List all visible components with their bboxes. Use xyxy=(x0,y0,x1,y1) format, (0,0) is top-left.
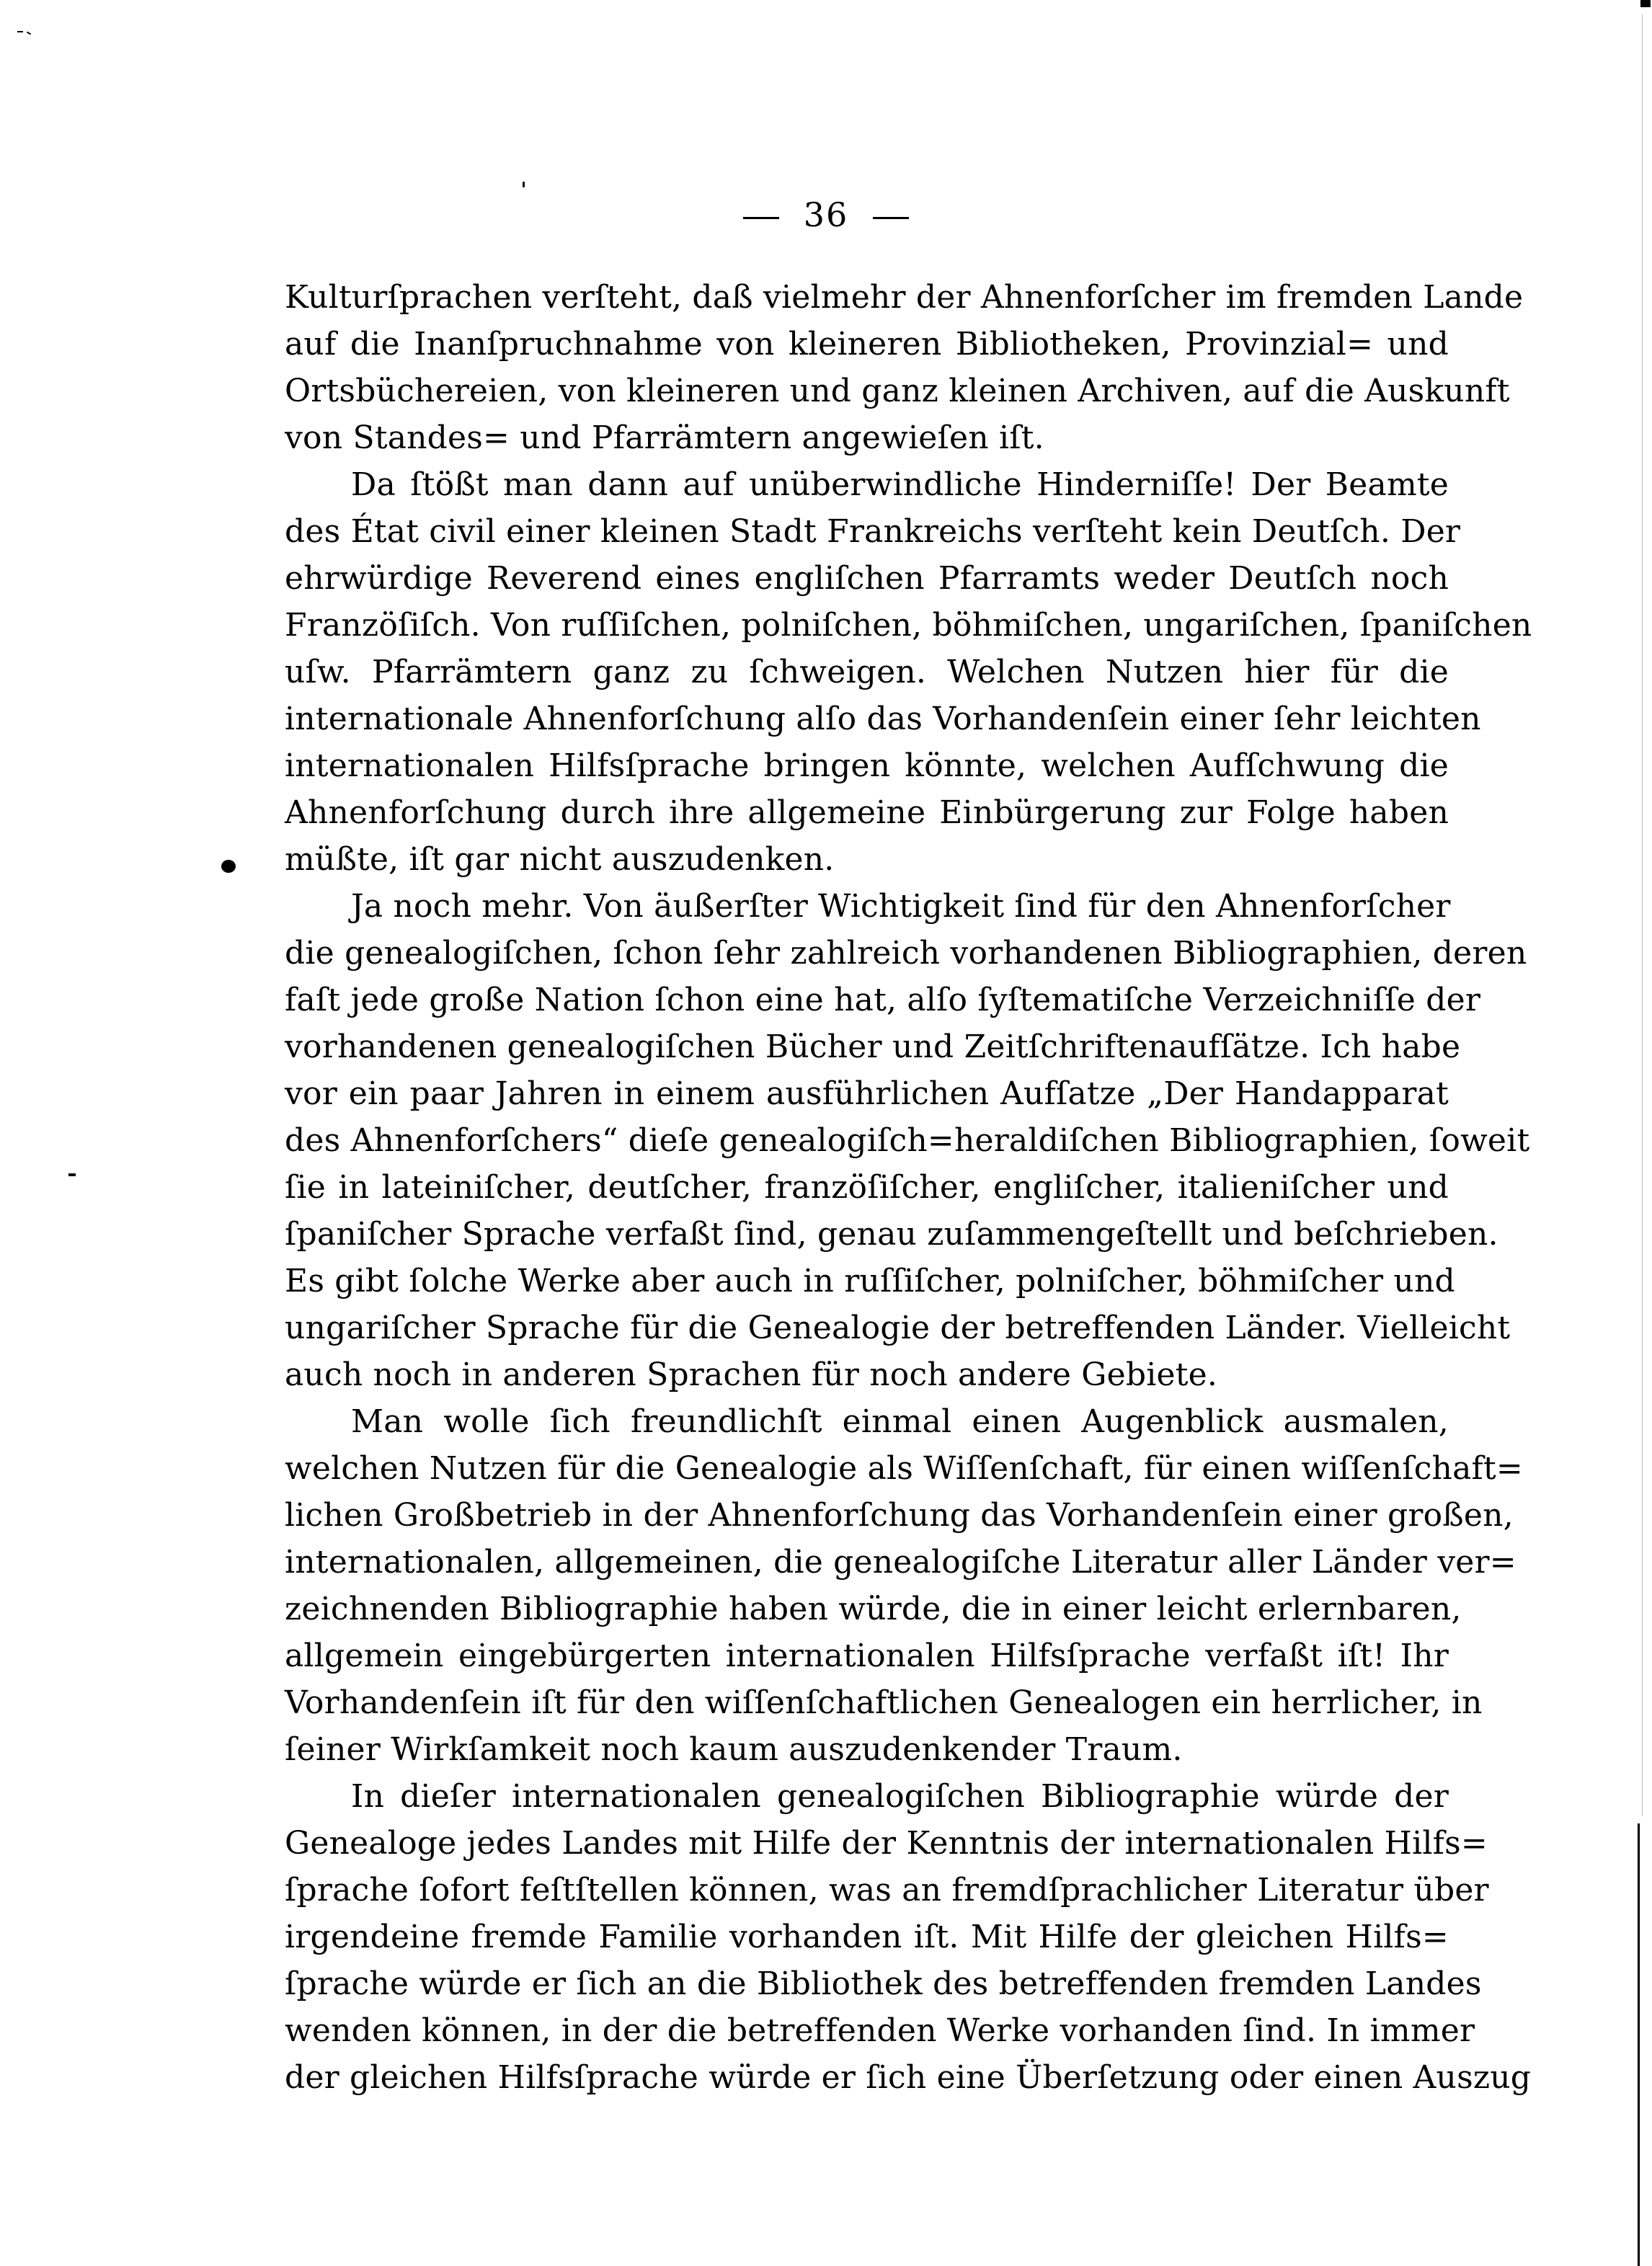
text-line: des Ahnenforſchers“ dieſe genealogiſch=heraldiſchen Bibliographien, ſoweit xyxy=(285,1122,1530,1159)
text-line: ſprache würde er ſich an die Bibliothek des betreffenden fremden Landes xyxy=(285,1965,1482,2002)
page-number-dash-left xyxy=(743,217,779,219)
text-line: Da ſtößt man dann auf unüberwindliche Hinderniſſe! Der Beamte xyxy=(351,466,1449,503)
text-line: In dieſer internationalen genealogiſchen Bibliographie würde der xyxy=(351,1778,1449,1815)
paragraph xyxy=(285,461,1532,883)
text-line: Ahnenforſchung durch ihre allgemeine Einbürgerung zur Folge haben xyxy=(285,794,1449,831)
scan-speck-header xyxy=(523,182,525,187)
text-line: lichen Großbetrieb in der Ahnenforſchung das Vorhandenſein einer großen, xyxy=(285,1497,1514,1534)
text-line: ſeiner Wirkſamkeit noch kaum auszudenkender Traum. xyxy=(285,1731,1183,1768)
text-line: uſw. Pfarrämtern ganz zu ſchweigen. Welchen Nutzen hier für die xyxy=(285,654,1449,690)
text-line: Ja noch mehr. Von äußerſter Wichtigkeit ſind für den Ahnenforſcher xyxy=(351,888,1451,925)
text-line: internationalen Hilfsſprache bringen könnte, welchen Aufſchwung die xyxy=(285,747,1449,784)
page-number: 36 xyxy=(803,195,849,234)
text-line: Kulturſprachen verſteht, daß vielmehr der Ahnenforſcher im fremden Lande xyxy=(285,279,1524,316)
text-line: Franzöſiſch. Von ruſſiſchen, polniſchen, böhmiſchen, ungariſchen, ſpaniſchen xyxy=(285,607,1532,644)
text-line: Genealoge jedes Landes mit Hilfe der Kenntnis der internationalen Hilfs= xyxy=(285,1825,1488,1862)
text-line: die genealogiſchen, ſchon ſehr zahlreich vorhandenen Bibliographien, deren xyxy=(285,935,1527,972)
text-line: auch noch in anderen Sprachen für noch andere Gebiete. xyxy=(285,1356,1218,1393)
text-line: welchen Nutzen für die Genealogie als Wiſſenſchaft, für einen wiſſenſchaft= xyxy=(285,1450,1523,1487)
text-line: Ortsbüchereien, von kleineren und ganz kleinen Archiven, auf die Auskunft xyxy=(285,373,1510,409)
text-line: vorhandenen genealogiſchen Bücher und Zeitſchriftenaufſätze. Ich habe xyxy=(285,1028,1461,1065)
text-line: ſprache ſofort feſtſtellen können, was an fremdſprachlicher Literatur über xyxy=(285,1872,1489,1909)
text-line: internationale Ahnenforſchung alſo das Vorhandenſein einer ſehr leichten xyxy=(285,701,1481,737)
page-number-dash-right xyxy=(873,217,909,219)
text-line: allgemein eingebürgerten internationalen Hilfsſprache verfaßt iſt! Ihr xyxy=(285,1638,1449,1674)
text-line: ungariſcher Sprache für die Genealogie der betreffenden Länder. Vielleicht xyxy=(285,1310,1511,1346)
scan-border-right xyxy=(1638,1823,1640,2266)
text-line: auf die Inanſpruchnahme von kleineren Bibliotheken, Provinzial= und xyxy=(285,326,1449,363)
scan-mark-top-left-2 xyxy=(27,32,31,35)
text-line: Es gibt ſolche Werke aber auch in ruſſiſcher, polniſcher, böhmiſcher und xyxy=(285,1263,1455,1299)
scan-border-right-top xyxy=(1640,0,1651,7)
text-line: internationalen, allgemeinen, die genealogiſche Literatur aller Länder ver= xyxy=(285,1544,1516,1581)
text-line: vor ein paar Jahren in einem ausführlichen Aufſatze „Der Handapparat xyxy=(285,1075,1449,1112)
paragraph xyxy=(285,1398,1523,1773)
text-line: ehrwürdige Reverend eines engliſchen Pfarramts weder Deutſch noch xyxy=(285,560,1449,597)
text-line: irgendeine fremde Familie vorhanden iſt. Mit Hilfe der gleichen Hilfs= xyxy=(285,1919,1449,1955)
text-line: wenden können, in der die betreffenden Werke vorhanden ſind. In immer xyxy=(285,2012,1475,2049)
paragraph xyxy=(285,274,1524,461)
scan-dot-margin xyxy=(221,860,236,873)
body-text xyxy=(285,274,1532,2101)
text-line: der gleichen Hilfsſprache würde er ſich eine Überſetzung oder einen Auszug xyxy=(285,2059,1532,2096)
text-line: des État civil einer kleinen Stadt Frankreichs verſteht kein Deutſch. Der xyxy=(285,513,1461,550)
scan-mark-margin xyxy=(68,1173,76,1176)
paragraph xyxy=(285,1773,1532,2101)
text-line: ſie in lateiniſcher, deutſcher, franzöſiſcher, engliſcher, italieniſcher und xyxy=(285,1169,1449,1206)
scan-mark-top-left xyxy=(17,31,23,32)
text-line: Vorhandenſein iſt für den wiſſenſchaftlichen Genealogen ein herrlicher, in xyxy=(285,1684,1483,1721)
page-number-header xyxy=(0,193,1652,236)
text-line: ſpaniſcher Sprache verfaßt ſind, genau zuſammengeſtellt und beſchrieben. xyxy=(285,1216,1498,1253)
text-line: Man wolle ſich freundlichſt einmal einen Augenblick ausmalen, xyxy=(351,1403,1449,1440)
text-line: faſt jede große Nation ſchon eine hat, alſo ſyſtematiſche Verzeichniſſe der xyxy=(285,982,1481,1018)
paragraph xyxy=(285,883,1530,1398)
text-line: von Standes= und Pfarrämtern angewieſen iſt. xyxy=(285,419,1044,456)
text-line: zeichnenden Bibliographie haben würde, die in einer leicht erlernbaren, xyxy=(285,1591,1462,1627)
text-line: müßte, iſt gar nicht auszudenken. xyxy=(285,841,835,878)
scan-border-right-faint xyxy=(1642,14,1643,1816)
